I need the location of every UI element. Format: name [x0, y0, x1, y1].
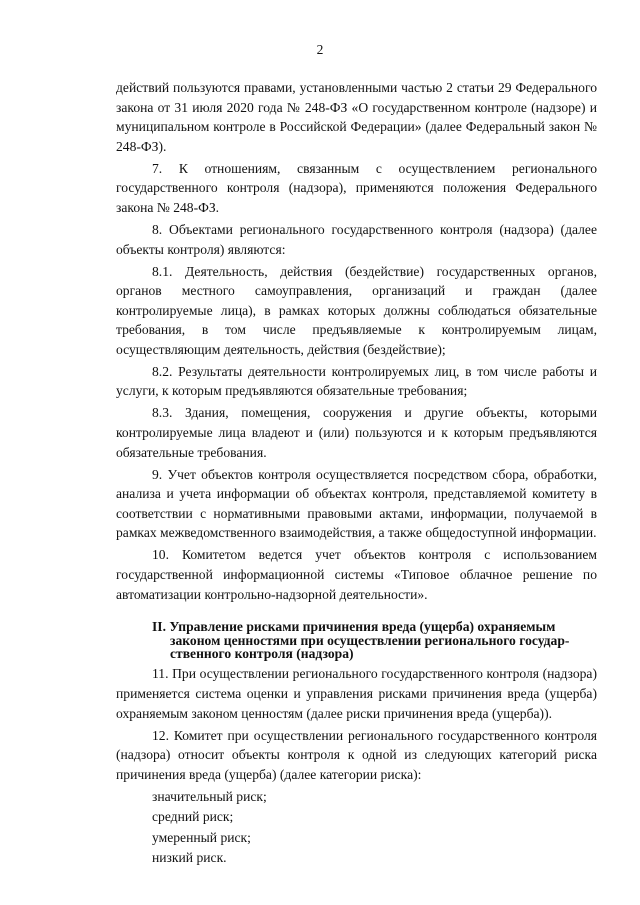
paragraph-8-1: 8.1. Деятельность, действия (бездействие) государственных органов, органов местного самоуправления, организаций и граждан (далее контролируемые лица), в рамках которых должны соблюдаться обязательные требования, в том числе предъявляемые к контролируемым лицам, осуществляющим деятельность, действия (бездействие);	[116, 263, 597, 357]
section-heading-line-1: II. Управление рисками причинения вреда (ущерба) охраняемым	[152, 619, 556, 635]
list-item: значительный риск;	[152, 788, 267, 804]
paragraph-10: 10. Комитетом ведется учет объектов контроля с использованием государственной информационной системы «Типовое облачное решение по автоматизации контрольно-надзорной деятельности».	[116, 547, 597, 602]
paragraph-9: 9. Учет объектов контроля осуществляется посредством сбора, обработки, анализа и учета информации об объектах контроля, представляемой комитету в соответствии с нормативными правовыми актами, информации, получаемой в рамках межведомственного взаимодействия, а также общедоступной информации.	[116, 466, 597, 541]
paragraph-continuation: действий пользуются правами, установленными частью 2 статьи 29 Федерального закона от 31 июля 2020 года № 248-ФЗ «О государственном контроле (надзоре) и муниципальном контроле в Российской Федерации» (далее Федеральный закон № 248-ФЗ).	[116, 80, 597, 154]
section-heading-line-3: ственного контроля (надзора)	[170, 645, 354, 661]
paragraph-8-2: 8.2. Результаты деятельности контролируемых лиц, в том числе работы и услуги, к которым предъявляются обязательные требования;	[116, 363, 597, 399]
paragraph-11: 11. При осуществлении регионального государственного контроля (надзора) применяется система оценки и управления рисками причинения вреда (ущерба) охраняемым законом ценностям (далее риски причинения вреда (ущерба)).	[116, 666, 597, 721]
list-item: низкий риск.	[152, 849, 227, 865]
list-item: средний риск;	[152, 809, 234, 825]
section-heading	[116, 620, 597, 660]
paragraph-8: 8. Объектами регионального государственного контроля (надзора) (далее объекты контроля) являются:	[116, 221, 597, 257]
section-heading-line-2: законом ценностями при осуществлении регионального государ-	[170, 632, 570, 648]
paragraph-8-3: 8.3. Здания, помещения, сооружения и другие объекты, которыми контролируемые лица владеют и (или) пользуются и к которым предъявляются обязательные требования.	[116, 405, 597, 460]
paragraph-7: 7. К отношениям, связанным с осуществлением регионального государственного контроля (надзора), применяются положения Федерального закона № 248-ФЗ.	[116, 160, 597, 215]
page-number: 2	[316, 42, 324, 57]
risk-category-list	[116, 787, 597, 869]
list-item: умеренный риск;	[152, 829, 251, 845]
document-body	[116, 78, 597, 868]
paragraph-12: 12. Комитет при осуществлении регионального государственного контроля (надзора) относит объекты контроля к одной из следующих категорий риска причинения вреда (ущерба) (далее категории риска):	[116, 727, 597, 782]
